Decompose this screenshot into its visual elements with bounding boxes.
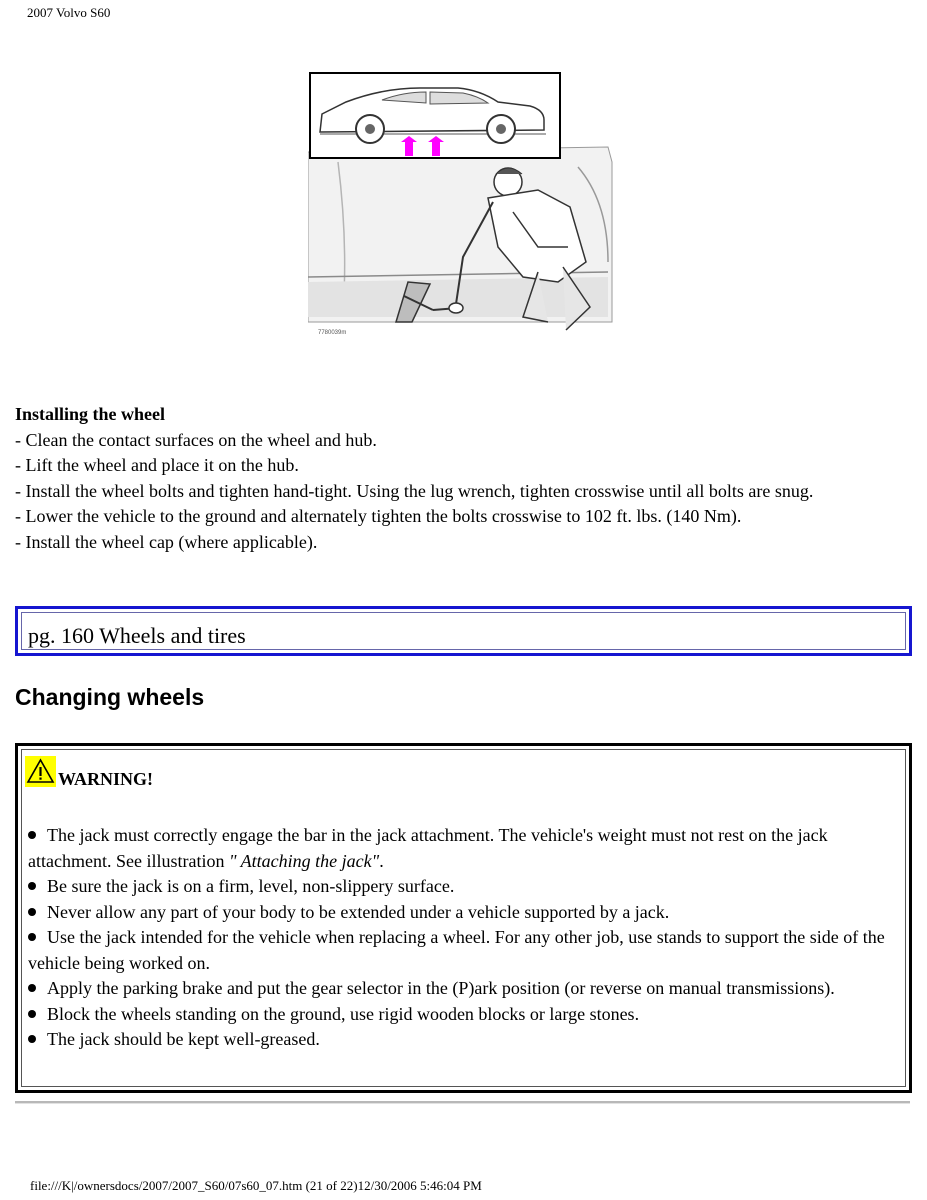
warning-item: The jack must correctly engage the bar in the jack attachment. The vehicle's weight must not rest on the jack attachment. See illustration " Attaching the jack". (28, 825, 828, 871)
installing-step: - Clean the contact surfaces on the wheel and hub. (15, 429, 377, 450)
page-reference-text: pg. 160 Wheels and tires (28, 623, 246, 648)
bullet-icon (28, 1035, 36, 1043)
installing-step: - Lift the wheel and place it on the hub. (15, 455, 299, 475)
warning-title: WARNING! (58, 769, 154, 789)
illustration-reference: " Attaching the jack" (228, 850, 380, 871)
installing-section (15, 402, 910, 555)
warning-item: Be sure the jack is on a firm, level, non-slippery surface. (28, 874, 898, 900)
jacking-illustration (308, 72, 614, 344)
page-reference-box[interactable] (15, 606, 912, 656)
warning-item: Never allow any part of your body to be extended under a vehicle supported by a jack. (28, 900, 898, 926)
bullet-icon (28, 831, 36, 839)
bullet-icon (28, 1010, 36, 1018)
warning-list (28, 823, 898, 1053)
figure-code: 7780039m (318, 330, 347, 336)
warning-item: Apply the parking brake and put the gear selector in the (P)ark position (or reverse on manual transmissions). (28, 976, 898, 1002)
bullet-icon (28, 908, 36, 916)
horizontal-divider (15, 1101, 910, 1104)
bullet-icon (28, 984, 36, 992)
bullet-icon (28, 882, 36, 890)
installing-step: - Install the wheel cap (where applicable). (15, 531, 318, 552)
mechanic-jacking-car-image (308, 72, 614, 344)
footer-file-path: file:///K|/ownersdocs/2007/2007_S60/07s60_07.htm (21 of 22)12/30/2006 5:46:04 PM (30, 1178, 482, 1193)
warning-item: Block the wheels standing on the ground, use rigid wooden blocks or large stones. (28, 1002, 898, 1028)
document-header: 2007 Volvo S60 (27, 5, 111, 20)
warning-item: The jack should be kept well-greased. (28, 1027, 898, 1053)
installing-step: - Lower the vehicle to the ground and alternately tighten the bolts crosswise to 102 ft. lbs. (140 Nm). (15, 506, 742, 526)
page-reference-inner (21, 612, 906, 650)
bullet-icon (28, 933, 36, 941)
installing-step: - Install the wheel bolts and tighten hand-tight. Using the lug wrench, tighten crosswise until all bolts are snug. (15, 480, 814, 501)
warning-item: Use the jack intended for the vehicle when replacing a wheel. For any other job, use stands to support the side of the vehicle being worked on. (28, 927, 885, 973)
warning-triangle-icon (25, 756, 56, 787)
section-title: Changing wheels (15, 684, 205, 710)
installing-title: Installing the wheel (15, 404, 166, 424)
